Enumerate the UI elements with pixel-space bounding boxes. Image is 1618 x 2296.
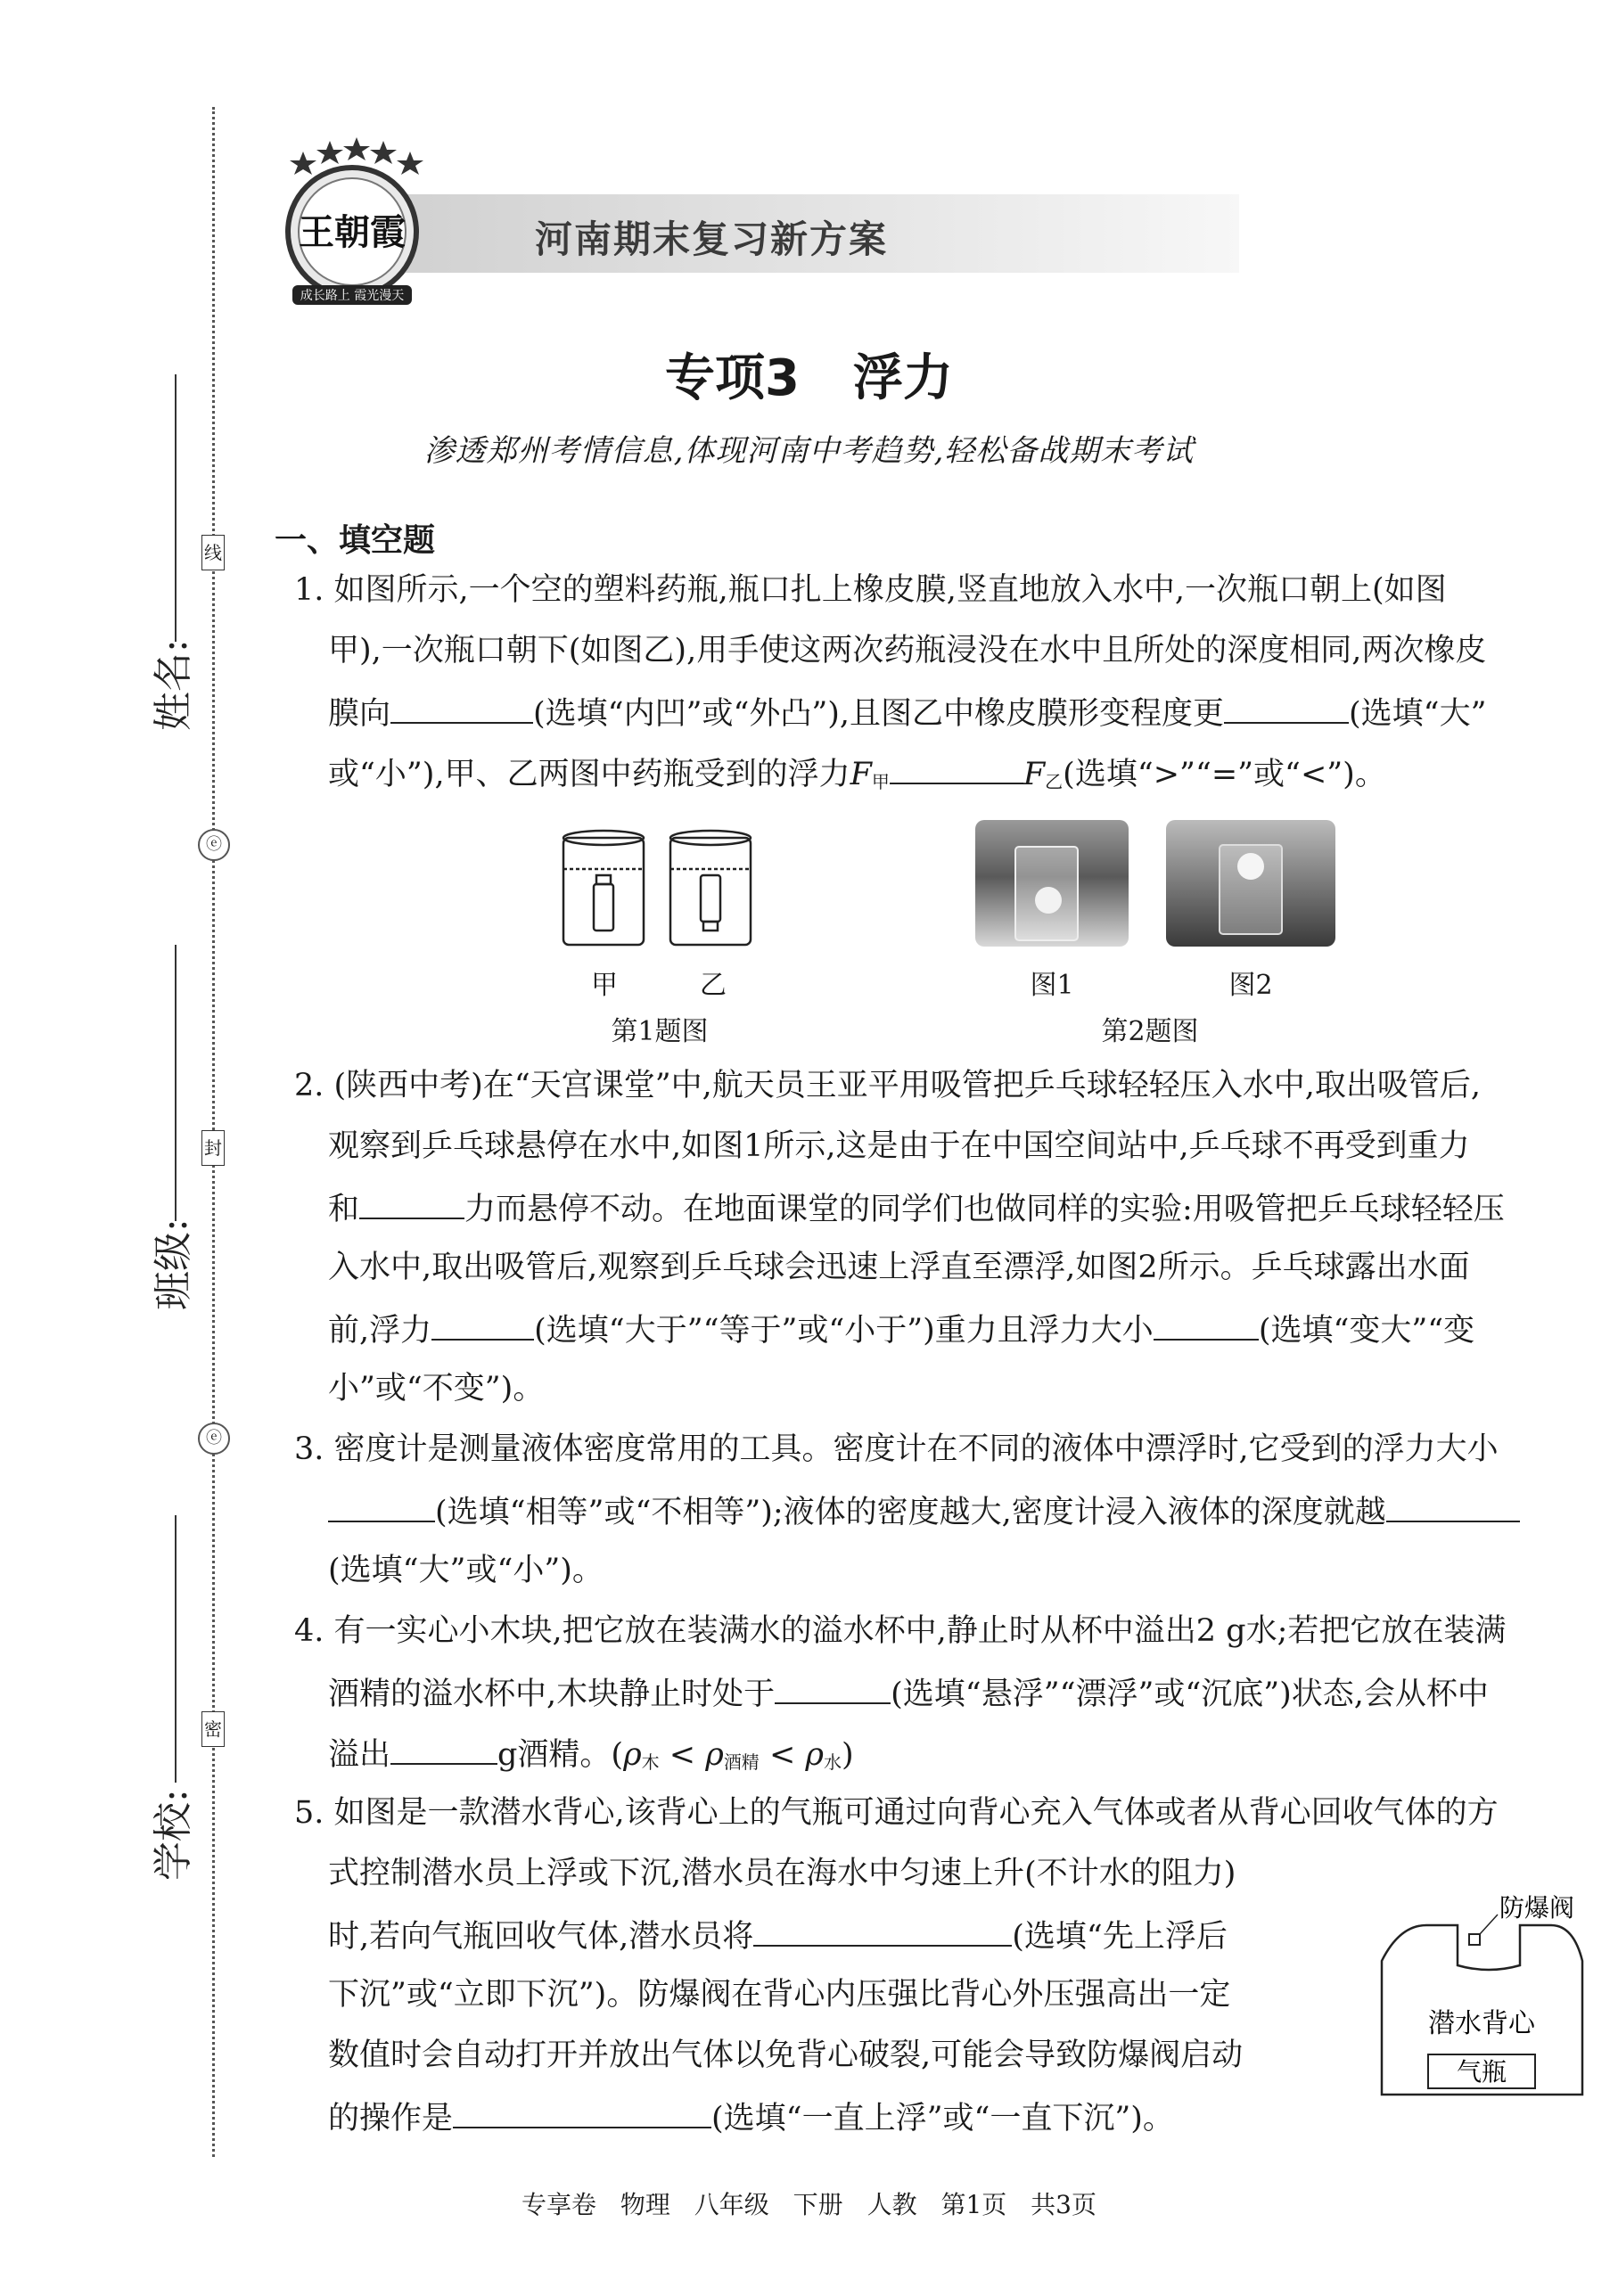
- q4-blank-2[interactable]: [390, 1733, 497, 1765]
- q5-line-4: 下沉”或“立即下沉”)。防爆阀在背心内压强比背心外压强高出一定: [328, 1977, 1231, 2013]
- page-subtitle: 渗透郑州考情信息,体现河南中考趋势,轻松备战期末考试: [423, 433, 1195, 469]
- section-title: 一、填空题: [275, 522, 436, 559]
- class-label: 班级:: [151, 1218, 196, 1310]
- q4-line-2: 酒精的溢水杯中,木块静止时处于 (选填“悬浮”“漂浮”或“沉底”)状态,会从杯中: [328, 1672, 1489, 1714]
- q4-line-3: 溢出 g酒精。$(\rho_木 < \rho_{酒精} < \rho_水)$: [328, 1733, 854, 1782]
- fig1-caption: 第1题图: [611, 1016, 709, 1047]
- q2-line-5: 前,浮力 (选填“大于”“等于”或“小于”)重力且浮力大小 (选填“变大”“变: [328, 1308, 1474, 1350]
- vest-label: 潜水背心: [1428, 2008, 1535, 2039]
- q1-blank-1[interactable]: [390, 692, 533, 724]
- q2-blank-1[interactable]: [359, 1187, 464, 1219]
- q3-blank-2[interactable]: [1386, 1490, 1520, 1522]
- q5-line-5: 数值时会自动打开并放出气体以免背心破裂,可能会导致防爆阀启动: [328, 2038, 1244, 2073]
- seal-seal-mark: 封: [201, 1130, 225, 1166]
- fig2-label-2: 图2: [1228, 970, 1273, 1001]
- fig2-photo-1: [975, 820, 1129, 947]
- seal-line-mark: 线: [201, 535, 225, 570]
- fig1-label-jia: 甲: [591, 970, 618, 1001]
- name-field[interactable]: [175, 374, 177, 642]
- q2-line-2: 观察到乒乓球悬停在水中,如图1所示,这是由于在中国空间站中,乒乓球不再受到重力: [328, 1128, 1470, 1164]
- q2-blank-2[interactable]: [431, 1308, 534, 1341]
- q1-blank-2[interactable]: [1224, 692, 1349, 724]
- q2-line-1: 2. (陕西中考)在“天宫课堂”中,航天员王亚平用吸管把乒乓球轻轻压入水中,取出吸管后,: [294, 1068, 1481, 1103]
- title-topic: 浮力: [852, 349, 953, 407]
- logo-motto: 成长路上 霞光漫天: [300, 289, 405, 303]
- q5-line-1: 5. 如图是一款潜水背心,该背心上的气瓶可通过向背心充入气体或者从背心回收气体的方: [294, 1795, 1499, 1831]
- page-title: [0, 339, 1618, 410]
- decor-swirl-icon: ⓔ: [198, 829, 230, 861]
- vest-tank-label: 气瓶: [1456, 2057, 1507, 2087]
- q1-line-4: 或“小”),甲、乙两图中药瓶受到的浮力$F_甲$ $F_乙$(选填“>”“=”或“<”)。: [328, 752, 1386, 801]
- q4-blank-1[interactable]: [775, 1672, 891, 1704]
- q3-line-1: 3. 密度计是测量液体密度常用的工具。密度计在不同的液体中漂浮时,它受到的浮力大小: [294, 1431, 1499, 1467]
- q1-line-1: 1. 如图所示,一个空的塑料药瓶,瓶口扎上橡皮膜,竖直地放入水中,一次瓶口朝上(如图: [294, 572, 1447, 608]
- logo-text: 王朝霞: [299, 211, 406, 253]
- q5-blank-2[interactable]: [453, 2096, 711, 2128]
- q5-blank-1[interactable]: [753, 1915, 1012, 1947]
- q3-line-3: (选填“大”或“小”)。: [328, 1553, 604, 1588]
- school-label: 学校:: [151, 1789, 196, 1881]
- name-label: 姓名:: [151, 639, 196, 731]
- fig5-diving-vest-diagram: [1364, 1881, 1605, 2103]
- seal-dense-mark: 密: [201, 1711, 225, 1747]
- q1-line-3: 膜向 (选填“内凹”或“外凸”),且图乙中橡皮膜形变程度更 (选填“大”: [328, 692, 1486, 734]
- q2-line-4: 入水中,取出吸管后,观察到乒乓球会迅速上浮直至漂浮,如图2所示。乒乓球露出水面: [328, 1250, 1470, 1285]
- fig1-label-yi: 乙: [700, 970, 727, 1001]
- decor-swirl-icon: ⓔ: [198, 1423, 230, 1455]
- q2-line-3: 和 力而悬停不动。在地面课堂的同学们也做同样的实验:用吸管把乒乓球轻轻压: [328, 1187, 1505, 1229]
- fig2-label-1: 图1: [1030, 970, 1074, 1001]
- school-field[interactable]: [175, 1515, 177, 1783]
- q5-line-2: 式控制潜水员上浮或下沉,潜水员在海水中匀速上升(不计水的阻力): [328, 1856, 1236, 1891]
- fig2-photo-2: [1166, 820, 1335, 947]
- q5-line-6: 的操作是 (选填“一直上浮”或“一直下沉”)。: [328, 2096, 1174, 2138]
- header-banner-text: 河南期末复习新方案: [535, 218, 889, 260]
- q4-line-1: 4. 有一实心小木块,把它放在装满水的溢水杯中,静止时从杯中溢出2 g水;若把它放在装满: [294, 1613, 1507, 1649]
- fig2-caption: 第2题图: [1101, 1016, 1199, 1047]
- page-footer: 专享卷 物理 八年级 下册 人教 第1页 共3页: [521, 2190, 1097, 2219]
- q2-blank-3[interactable]: [1154, 1308, 1259, 1341]
- q1-line-2: 甲),一次瓶口朝下(如图乙),用手使这两次药瓶浸没在水中且所处的深度相同,两次橡皮: [328, 633, 1487, 668]
- q3-line-2: (选填“相等”或“不相等”);液体的密度越大,密度计浸入液体的深度就越: [328, 1490, 1520, 1532]
- fig1-bottles-diagram: [553, 820, 767, 954]
- q2-line-6: 小”或“不变”)。: [328, 1371, 545, 1406]
- class-field[interactable]: [175, 945, 177, 1221]
- brand-logo: [267, 132, 437, 310]
- vest-valve-label: 防爆阀: [1499, 1893, 1575, 1923]
- q3-blank-1[interactable]: [328, 1490, 435, 1522]
- title-label: 专项3: [665, 349, 800, 407]
- q5-line-3: 时,若向气瓶回收气体,潜水员将 (选填“先上浮后: [328, 1915, 1228, 1956]
- q1-blank-3[interactable]: [890, 752, 1023, 784]
